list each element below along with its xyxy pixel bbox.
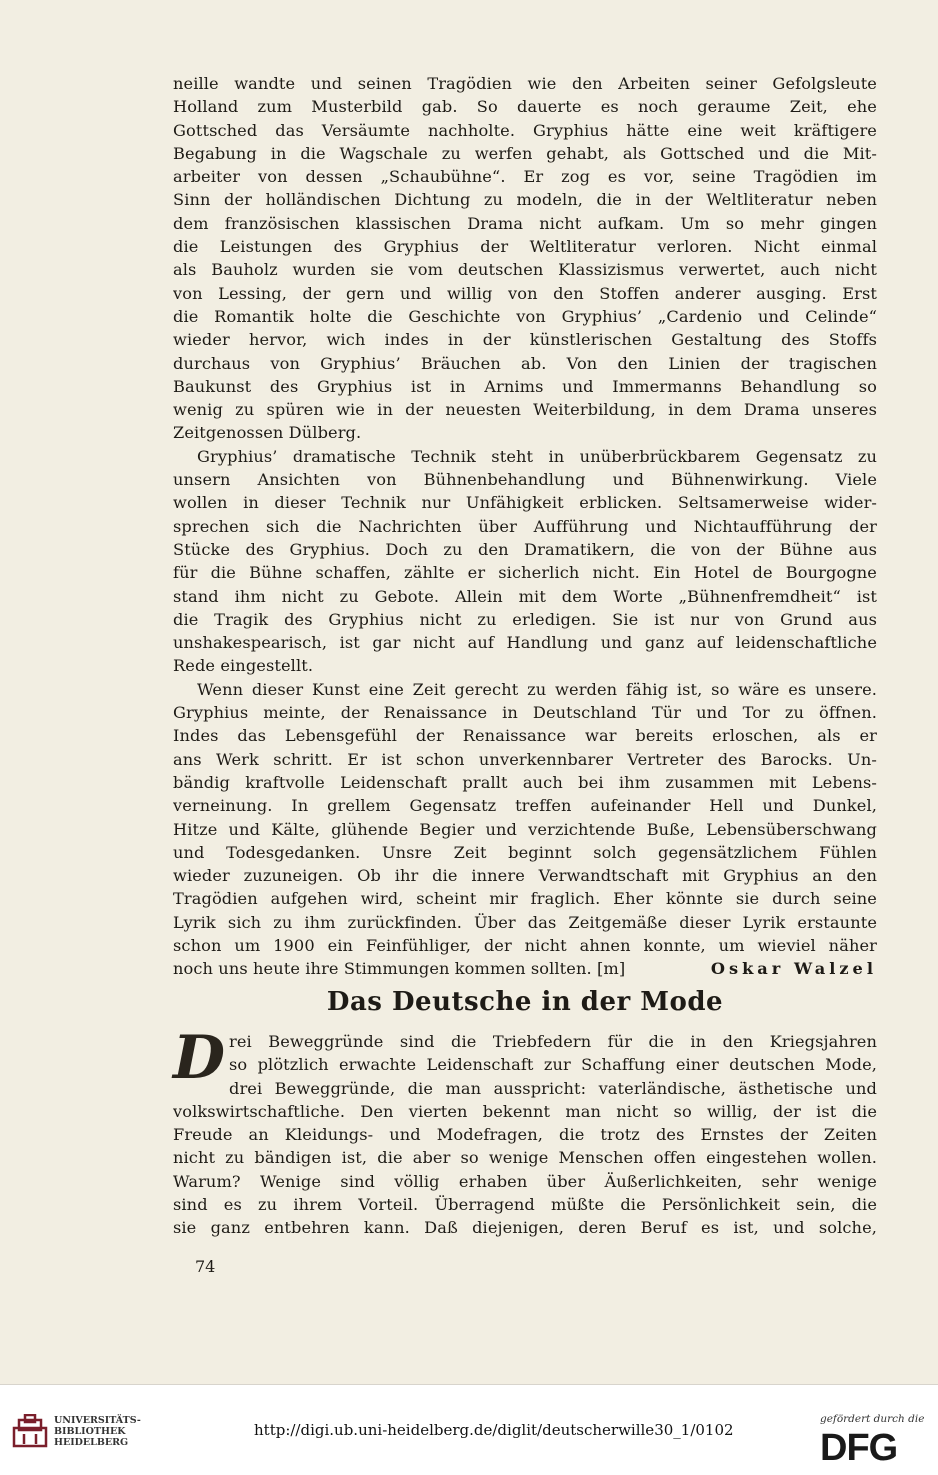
text-line: wieder hervor, wich indes in der künstlerischen Gestaltung des Stoffs <box>173 330 877 350</box>
text-line: verneinung. In grellem Gegensatz treffen aufeinander Hell und Dunkel, <box>173 796 877 816</box>
text-line: Warum? Wenige sind völlig erhaben über Äußerlichkeiten, sehr wenige <box>173 1171 877 1191</box>
text-line: Baukunst des Gryphius ist in Arnims und Immermanns Behandlung so <box>173 376 877 396</box>
text-line: Freude an Kleidungs- und Modefragen, die trotz des Ernstes der Zeiten <box>173 1125 877 1145</box>
text-line: sprechen sich die Nachrichten über Aufführung und Nichtaufführung der <box>173 516 877 536</box>
text-line: Indes das Lebensgefühl der Renaissance war bereits erloschen, als er <box>173 726 877 746</box>
text-line: drei Beweggründe, die man ausspricht: vaterländische, ästhetische und <box>229 1078 877 1098</box>
dropcap-letter: D <box>173 1023 226 1093</box>
closing-line <box>173 957 877 980</box>
source-url-link[interactable]: http://digi.ub.uni-heidelberg.de/diglit/deutscherwille30_1/0102 <box>254 1421 734 1439</box>
text-line: dem französischen klassischen Drama nicht aufkam. Um so mehr gingen <box>173 213 877 233</box>
text-line: Tragödien aufgehen wird, scheint mir fraglich. Eher könnte sie durch seine <box>173 889 877 909</box>
text-line: ans Werk schritt. Er ist schon unverkennbarer Vertreter des Barocks. Un- <box>173 749 877 769</box>
text-line: Gryphius’ dramatische Technik steht in unüberbrückbarem Gegensatz zu <box>197 446 877 466</box>
text-line: die Tragik des Gryphius nicht zu erledigen. Sie ist nur von Grund aus <box>173 609 877 629</box>
text-line: für die Bühne schaffen, zählte er sicherlich nicht. Ein Hotel de Bourgogne <box>173 563 877 583</box>
text-line: von Lessing, der gern und willig von den Stoffen anderer ausging. Erst <box>173 283 877 303</box>
text-line: unsern Ansichten von Bühnenbehandlung und Bühnenwirkung. Viele <box>173 470 877 490</box>
text-line: neille wandte und seinen Tragödien wie den Arbeiten seiner Gefolgsleute <box>173 74 877 93</box>
text-line: so plötzlich erwachte Leidenschaft zur Schaffung einer deutschen Mode, <box>229 1055 877 1075</box>
text-line: Lyrik sich zu ihm zurückfinden. Über das Zeitgemäße dieser Lyrik erstaunte <box>173 912 877 932</box>
text-line: durchaus von Gryphius’ Bräuchen ab. Von den Linien der tragischen <box>173 353 877 373</box>
section-body <box>173 1023 877 1240</box>
text-line: Rede eingestellt. <box>173 656 314 676</box>
text-line: unshakespearisch, ist gar nicht auf Handlung und ganz auf leidenschaftliche <box>173 633 877 653</box>
library-name-line: BIBLIOTHEK <box>54 1426 126 1437</box>
text-line: Hitze und Kälte, glühende Begier und verzichtende Buße, Lebensüberschwang <box>173 819 877 839</box>
text-line: Gottsched das Versäumte nachholte. Gryphius hätte eine weit kräftigere <box>173 120 877 140</box>
text-line: die Leistungen des Gryphius der Weltliteratur verloren. Nicht einmal <box>173 237 877 257</box>
text-line: Begabung in die Wagschale zu werfen gehabt, als Gottsched und die Mit- <box>173 143 877 163</box>
text-line: die Romantik holte die Geschichte von Gryphius’ „Cardenio und Celinde“ <box>173 306 877 326</box>
text-line: nicht zu bändigen ist, die aber so wenige Menschen offen eingestehen wollen. <box>173 1148 877 1168</box>
text-line: volkswirtschaftliche. Den vierten bekennt man nicht so willig, der ist die <box>173 1101 877 1121</box>
text-line: bändig kraftvolle Leidenschaft prallt auch bei ihm zusammen mit Lebens- <box>173 772 877 792</box>
text-line: rei Beweggründe sind die Triebfedern für die in den Kriegsjahren <box>229 1032 877 1051</box>
text-line: stand ihm nicht zu Gebote. Allein mit dem Worte „Bühnenfremdheit“ ist <box>173 586 877 606</box>
text-line: schon um 1900 ein Feinfühliger, der nicht ahnen konnte, um wieviel näher <box>173 935 877 955</box>
page-number: 74 <box>195 1257 216 1276</box>
author-signature: Oskar Walzel <box>710 959 877 979</box>
paragraph-1 <box>173 72 877 981</box>
text-line: wieder zuzuneigen. Ob ihr die innere Verwandtschaft mit Gryphius an den <box>173 866 877 886</box>
library-name-line: HEIDELBERG <box>54 1437 129 1448</box>
text-line: Wenn dieser Kunst eine Zeit gerecht zu werden fähig ist, so wäre es unsere. <box>197 679 877 699</box>
text-line: Holland zum Musterbild gab. So dauerte es noch geraume Zeit, ehe <box>173 97 877 117</box>
text-line: Sinn der holländischen Dichtung zu modeln, die in der Weltliteratur neben <box>173 190 877 210</box>
text-line: Zeitgenossen Dülberg. <box>173 423 362 443</box>
dfg-logo[interactable]: DFG <box>820 1427 898 1469</box>
library-name[interactable] <box>54 1415 141 1448</box>
text-line: wollen in dieser Technik nur Unfähigkeit erblicken. Seltsamerweise wider- <box>173 493 877 513</box>
text-line: sind es zu ihrem Vorteil. Überragend müßte die Persönlichkeit sein, die <box>173 1195 877 1215</box>
text-line: sie ganz entbehren kann. Daß diejenigen, deren Beruf es ist, und solche, <box>173 1218 877 1238</box>
funded-caption: gefördert durch die <box>820 1413 925 1425</box>
text-line: als Bauholz wurden sie vom deutschen Klassizismus verwertet, auch nicht <box>173 260 877 280</box>
text-line: wenig zu spüren wie in der neuesten Weiterbildung, in dem Drama unseres <box>173 400 877 420</box>
text-line: arbeiter von dessen „Schaubühne“. Er zog es vor, seine Tragödien im <box>173 167 877 187</box>
text-line: Gryphius meinte, der Renaissance in Deutschland Tür und Tor zu öffnen. <box>173 703 877 723</box>
library-name-line: UNIVERSITÄTS- <box>54 1415 141 1426</box>
section-heading: Das Deutsche in der Mode <box>326 987 724 1017</box>
text-line: noch uns heute ihre Stimmungen kommen sollten. [m] <box>173 959 626 979</box>
library-logo-icon <box>12 1414 48 1450</box>
text-line: und Todesgedanken. Unsre Zeit beginnt solch gegensätzlichem Fühlen <box>173 842 877 862</box>
text-line: Stücke des Gryphius. Doch zu den Dramatikern, die von der Bühne aus <box>173 539 877 559</box>
